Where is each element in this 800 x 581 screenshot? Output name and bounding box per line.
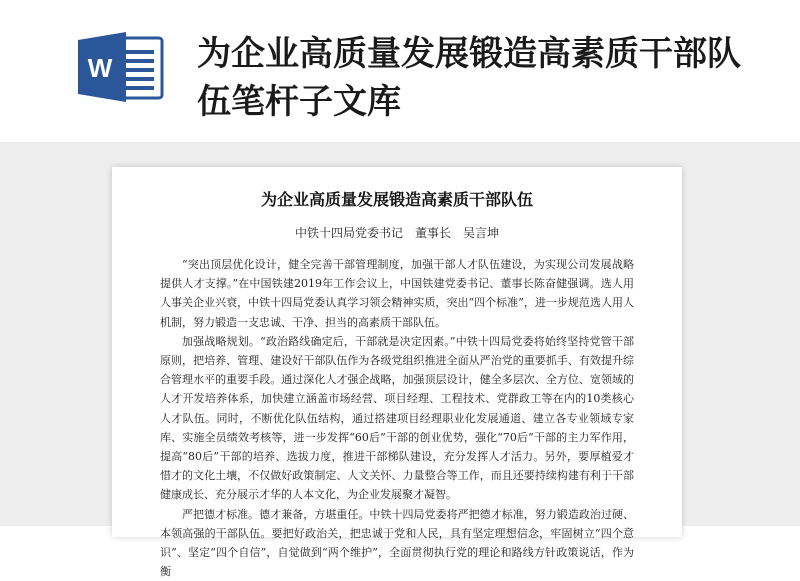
paragraph: “突出顶层优化设计，健全完善干部管理制度，加强干部人才队伍建设，为实现公司发展战略提供人才支撑。”在中国铁建2019年工作会议上，中国铁建党委书记、董事长陈奋健强调。选人用人事关企业兴衰，中铁十四局党委认真学习领会精神实质，突出“四个标准”，进一步规范选人用人机制，努力锻造一支忠诚、干净、担当的高素质干部队伍。 <box>160 258 634 329</box>
paragraph: 加强战略规划。“政治路线确定后，干部就是决定因素。”中铁十四局党委将始终坚持党管干部原则，把培养、管理、建设好干部队伍作为各级党组织推进全面从严治党的重要抓手、有效提升综合管理水平的重要手段。通过深化人才强企战略，加强顶层设计，健全多层次、全方位、宽领域的人才开发培养体系，加快建立涵盖市场经营、项目经理、工程技术、党群政工等在内的10类核心人才队伍。同时，不断优化队伍结构，通过搭建项目经理职业化发展通道、建立各专业领域专家库、实施全员绩效考核等，进一步发挥“60后”干部的创业优势，强化“70后”干部的主力军作用，提高“80后”干部的培养、选拔力度，推进干部梯队建设，充分发挥人才活力。另外，要厚植爱才惜才的文化土壤，不仅做好政策制定、人文关怀、力量整合等工作，而且还要持续构建有利于干部健康成长、充分展示才华的人本文化，为企业发展聚才凝智。 <box>160 334 634 502</box>
document-title: 为企业高质量发展锻造高素质干部队伍 <box>260 190 533 209</box>
word-document-icon <box>76 30 166 104</box>
page-title: 为企业高质量发展锻造高素质干部队伍笔杆子文库 <box>197 34 741 122</box>
document-author: 中铁十四局党委书记 董事长 吴言坤 <box>294 226 499 240</box>
document-body <box>160 255 634 581</box>
word-icon-letter: W <box>87 53 113 83</box>
paragraph: 严把德才标准。德才兼备，方堪重任。中铁十四局党委将严把德才标准，努力锻造政治过硬、本领高强的干部队伍。要把好政治关，把忠诚于党和人民，具有坚定理想信念，牢固树立“四个意识”、坚定“四个自信”，自觉做到“两个维护”，全面贯彻执行党的理论和路线方针政策说话，作为衡 <box>160 507 634 579</box>
document-page <box>112 167 682 579</box>
page-header <box>0 0 800 142</box>
